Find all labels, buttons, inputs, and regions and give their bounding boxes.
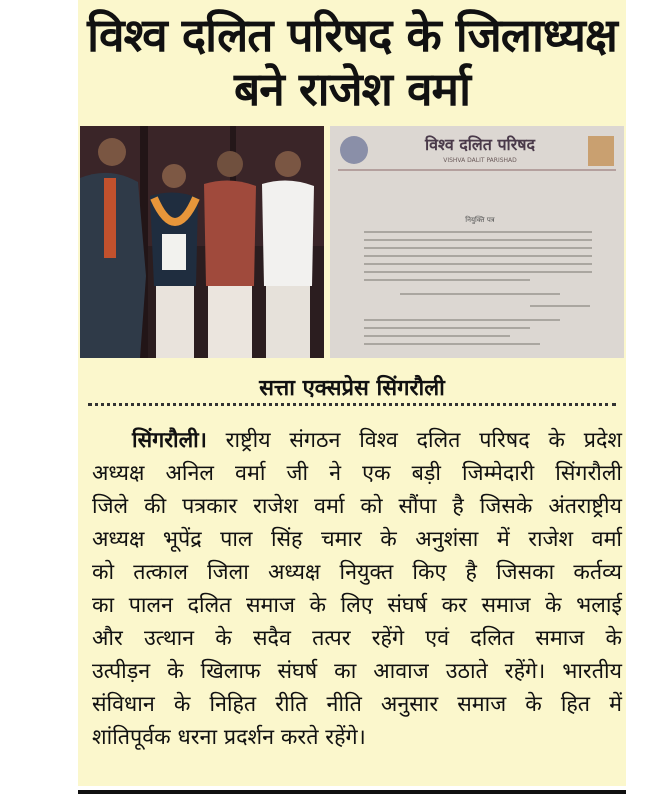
article-body — [92, 424, 622, 754]
article-line-4: अध्यक्ष भूपेंद्र पाल सिंह चमार के अनुशंसा में राजेश वर्मा — [92, 527, 622, 552]
article-text: राष्ट्रीय संगठन विश्व दलित परिषद के प्रदेश — [225, 428, 622, 453]
group-photo — [80, 126, 324, 358]
dotted-divider — [88, 403, 616, 406]
letterhead-subtitle: VISHVA DALIT PARISHAD — [443, 157, 517, 164]
group-photo-illustration — [80, 126, 324, 358]
letterhead-title: विश्व दलित परिषद — [424, 135, 536, 154]
article-line-7: और उत्थान के सदैव तत्पर रहेंगे एवं दलित समाज के — [92, 626, 622, 651]
article-line-2: अध्यक्ष अनिल वर्मा जी ने एक बड़ी जिम्मेदारी सिंगरौली — [92, 461, 622, 486]
caption-source: सत्ता एक्सप्रेस सिंगरौली — [259, 376, 445, 401]
article-line-5: को तत्काल जिला अध्यक्ष नियुक्त किए है जिसका कर्तव्य — [92, 560, 622, 585]
letter-illustration — [330, 126, 624, 358]
article-line-6: का पालन दलित समाज के लिए संघर्ष कर समाज के भलाई — [92, 593, 622, 618]
headline-line-2: बने राजेश वर्मा — [234, 62, 470, 116]
bottom-rule — [78, 790, 626, 794]
headline-line-1: विश्व दलित परिषद के जिलाध्यक्ष — [87, 8, 617, 62]
dateline: सिंगरौली। — [132, 428, 207, 453]
article-line-1 — [92, 424, 622, 457]
article-line-10: शांतिपूर्वक धरना प्रदर्शन करते रहेंगे। — [92, 725, 366, 750]
appointment-letter-image — [330, 126, 624, 358]
letter-heading: नियुक्ति पत्र — [465, 216, 495, 224]
article-line-3: जिले की पत्रकार राजेश वर्मा को सौंपा है जिसके अंतराष्ट्रीय — [92, 494, 622, 519]
article-line-8: उत्पीड़न के खिलाफ संघर्ष का आवाज उठाते रहेंगे। भारतीय — [92, 659, 622, 684]
news-clipping — [78, 0, 626, 786]
article-line-9: संविधान के निहित रीति नीति अनुसार समाज के हित में — [92, 692, 622, 717]
